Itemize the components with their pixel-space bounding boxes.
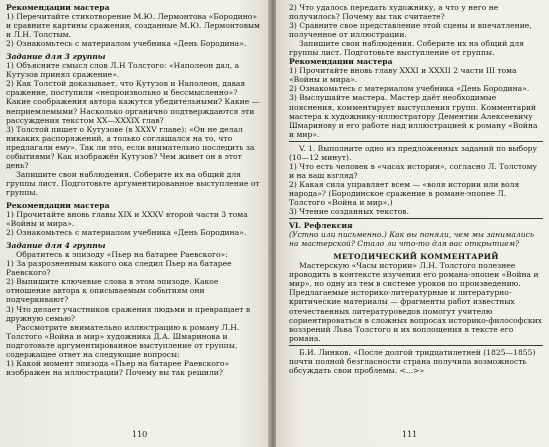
text-paragraph: 2) Выпишите ключевые слова в этом эпизоде. Какое отношение автора к описываемым событиям они подчеркивают? [6, 277, 219, 305]
text-paragraph: 1) Какой момент эпизода «Пьер на батарее Раевского» изображен на иллюстрации? Почему вы так решили? [6, 358, 230, 377]
text-paragraph: 3) Чтение созданных текстов. [289, 207, 409, 217]
right-page [276, 0, 549, 447]
text-paragraph: Обратитесь к эпизоду «Пьер на батарее Раевского»: [16, 250, 228, 260]
text-paragraph: 1) Прочитайте вновь главы XIX и XXXV второй части 3 тома «Войны и мира». [6, 210, 248, 229]
text-paragraph: 3) Сравните свое представление этой сцены и впечатление, полученное от иллюстрации. [289, 21, 532, 40]
text-paragraph: Рассмотрите внимательно иллюстрацию к роману Л.Н. Толстого «Война и мир» художника Д.А. Шмаринова и подготовьте аргументированное выступление от группы, содержащее ответ на следующие вопросы: [6, 322, 240, 359]
text-paragraph: 2) Что удалось передать художнику, а что у него не получилось? Почему вы так считаете? [289, 3, 499, 22]
text-paragraph: 2) Ознакомьтесь с материалом учебника «День Бородина». [289, 84, 530, 94]
text-paragraph: (Устно или письменно.) Как вы поняли, чем мы занимались на мастерской? Стало ли что-то для вас открытием? [289, 230, 534, 249]
subheading: Рекомендации мастера [6, 200, 110, 210]
right-page-text [289, 3, 543, 375]
page-number-right: 111 [402, 430, 418, 439]
subheading: VI. Рефлексия [289, 221, 353, 231]
subheading: Задание для 4 группы [6, 241, 106, 251]
left-page-text [6, 3, 261, 377]
text-paragraph: 1) За разрозненным какого ока следил Пьер на батарее Раевского? [6, 259, 232, 278]
subheading: Задание для 3 группы [6, 52, 106, 62]
text-paragraph: 2) Ознакомьтесь с материалом учебника «День Бородина». [6, 228, 247, 238]
text-paragraph: V. 1. Выполните одно из предложенных заданий по выбору (10—12 минут). [289, 143, 538, 162]
text-paragraph: 3) Толстой пишет о Кутузове (в XXXV главе): «Он не делал никаких распоряжений, а только соглашался на то, что предлагали ему». Так ли это, если внимательно последить за событиями? Как изображён Кутузов? Чем живет он в этот день? [6, 124, 255, 170]
text-paragraph: 1) Перечитайте стихотворение М.Ю. Лермонтова «Бородино» и сравните картины сражения, созданные М.Ю. Лермонтовым и Л.Н. Толстым. [6, 12, 260, 40]
text-paragraph: 1) Прочитайте вновь главу XXXI и XXXII 2 части III тома «Войны и мира». [289, 66, 517, 85]
subheading: Рекомендации мастера [289, 57, 393, 67]
section-divider [289, 141, 543, 142]
text-paragraph: Мастерскую «Часы истории» Л.Н. Толстого полезнее проводить в контексте изучения его романа-эпопеи «Война и мир», но одну из тем в системе уроков по произведению. Предлагаемые историко-литературные и литературно-критические материалы — фрагменты работ известных отечественных литературоведов помогут учителю сориентироваться в сложных вопросах историко-философских воззрений Льва Толстого и их воплощения в тексте его романа. [289, 261, 542, 343]
left-page [0, 0, 270, 447]
text-paragraph: Запишите свои наблюдения. Соберите их на общий для группы лист. Подготовьте выступление от группы. [289, 39, 524, 58]
text-paragraph: 3) Выслушайте мастера. Мастер даёт необходимые пояснения, комментирует выступления групп. Комментарий мастера к художнику-иллюстратору Дементии Алексеевичу Шмаринову и его работе над иллюстрацией к роману «Война и мир». [289, 93, 538, 139]
text-paragraph: Запишите свои наблюдения. Соберите их на общий для группы лист. Подготовьте аргументированное выступление от группы. [6, 169, 260, 197]
text-paragraph: 3) Что делает участников сражения людьми и превращает в дружную семью? [6, 304, 251, 323]
text-paragraph: 2) Как Толстой доказывает, что Кутузов и Наполеон, давая сражение, поступили «непроизвольно и бессмысленно»? Какие соображения автора кажутся убедительными? Какие — неприемлемыми? Насколько органично подтверждаются эти рассуждения текстом XX—XXXIX глав? [6, 79, 260, 125]
text-paragraph: 2) Ознакомьтесь с материалом учебника «День Бородина». [6, 39, 247, 49]
section-divider [289, 218, 543, 219]
section-divider [289, 345, 543, 346]
text-paragraph: 1) Объясните смысл слов Л.Н Толстого: «Наполеон дал, а Кутузов принял сражение». [6, 61, 240, 80]
text-paragraph: 1) Что есть человек в «часах истории», согласно Л. Толстому и на ваш взгляд? [289, 161, 537, 180]
text-paragraph: Б.И. Линков. «После долгой тридцатилетней (1825—1855) почти полной безгласности страна получила возможность обсуждать свои проблемы. <...>» [289, 347, 536, 375]
text-paragraph: 2) Какая сила управляет всем — «воля истории или воля народа»? (Бородинское сражение в романе-эпопее Л. Толстого «Война и мир».) [289, 179, 520, 207]
page-number-left: 110 [132, 430, 148, 439]
section-heading: МЕТОДИЧЕСКИЙ КОММЕНТАРИЙ [333, 252, 499, 262]
subheading: Рекомендации мастера [6, 3, 110, 12]
